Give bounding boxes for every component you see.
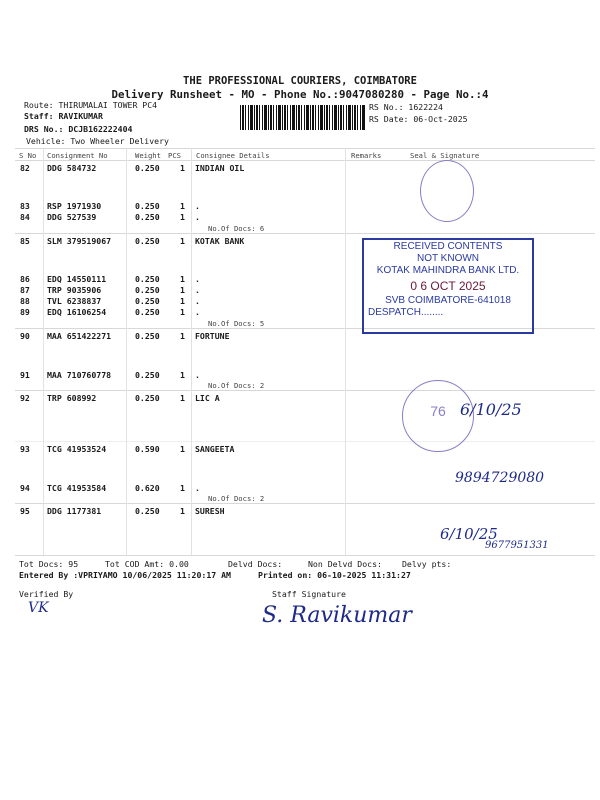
cell-sno: 87 (20, 285, 30, 295)
cell-consignee: KOTAK BANK (195, 236, 245, 246)
cell-consignee: SURESH (195, 506, 225, 516)
cell-cn: DDG 584732 (47, 163, 97, 173)
cell-cn: EDQ 16106254 (47, 307, 107, 317)
cell-sno: 86 (20, 274, 30, 284)
rs-date: RS Date: 06-Oct-2025 (369, 114, 468, 124)
cell-sno: 91 (20, 370, 30, 380)
doc-count: No.Of Docs: 6 (208, 224, 265, 233)
cell-pcs: 1 (180, 393, 185, 403)
cell-cn: DDG 1177381 (47, 506, 102, 516)
divider (126, 148, 127, 555)
cell-consignee: INDIAN OIL (195, 163, 245, 173)
staff: Staff: RAVIKUMAR (24, 111, 103, 121)
cell-pcs: 1 (180, 163, 185, 173)
cell-cn: DDG 527539 (47, 212, 97, 222)
cell-cn: RSP 1971930 (47, 201, 102, 211)
cell-pcs: 1 (180, 296, 185, 306)
divider (15, 503, 595, 504)
cell-pcs: 1 (180, 370, 185, 380)
doc-count: No.Of Docs: 2 (208, 494, 265, 503)
stamp-line: KOTAK MAHINDRA BANK LTD. (376, 265, 520, 276)
cell-wt: 0.620 (135, 483, 160, 493)
cell-sno: 94 (20, 483, 30, 493)
cell-wt: 0.250 (135, 331, 160, 341)
stamp-line: DESPATCH........ (368, 307, 444, 318)
kotak-received-stamp (362, 238, 534, 334)
col-seal: Seal & Signature (410, 151, 480, 160)
cell-consignee: SANGEETA (195, 444, 235, 454)
divider (15, 441, 595, 442)
cell-pcs: 1 (180, 444, 185, 454)
handwritten-phone: 9894729080 (455, 470, 545, 486)
cell-wt: 0.250 (135, 163, 160, 173)
divider (345, 148, 346, 555)
divider (15, 390, 595, 391)
stamp-date: 0 6 OCT 2025 (410, 279, 486, 293)
divider (191, 148, 192, 555)
cell-wt: 0.250 (135, 307, 160, 317)
cell-pcs: 1 (180, 201, 185, 211)
cell-wt: 0.250 (135, 212, 160, 222)
cell-cn: TRP 9035906 (47, 285, 102, 295)
stamp-line: SVB COIMBATORE-641018 (385, 295, 511, 306)
col-consignment: Consignment No (47, 151, 108, 160)
cell-pcs: 1 (180, 212, 185, 222)
rs-no: RS No.: 1622224 (369, 102, 443, 112)
cell-pcs: 1 (180, 307, 185, 317)
cell-consignee: . (195, 285, 200, 295)
cell-wt: 0.250 (135, 370, 160, 380)
cell-wt: 0.590 (135, 444, 160, 454)
delvy-pts: Delvy pts: (402, 559, 452, 569)
cell-cn: SLM 379519067 (47, 236, 112, 246)
cell-pcs: 1 (180, 285, 185, 295)
cell-pcs: 1 (180, 506, 185, 516)
barcode (240, 105, 365, 130)
divider (15, 148, 595, 149)
seal-stamp (420, 160, 474, 222)
vehicle: Vehicle: Two Wheeler Delivery (26, 136, 169, 146)
cell-cn: TRP 608992 (47, 393, 97, 403)
non-delvd-docs: Non Delvd Docs: (308, 559, 382, 569)
tot-docs: Tot Docs: 95 (19, 559, 79, 569)
cell-wt: 0.250 (135, 201, 160, 211)
cell-cn: MAA 651422271 (47, 331, 112, 341)
staff-signature: S. Ravikumar (262, 603, 412, 628)
divider (15, 160, 595, 161)
delvd-docs: Delvd Docs: (228, 559, 283, 569)
entered-by: Entered By :VPRIYAMO 10/06/2025 11:20:17 AM (19, 570, 231, 580)
cell-consignee: LIC A (195, 393, 220, 403)
cell-wt: 0.250 (135, 506, 160, 516)
cell-consignee: . (195, 274, 200, 284)
cell-consignee: . (195, 201, 200, 211)
doc-count: No.Of Docs: 5 (208, 319, 265, 328)
cell-sno: 83 (20, 201, 30, 211)
handwritten-date: 6/10/25 (440, 525, 498, 543)
col-sno: S No (19, 151, 37, 160)
cell-consignee: FORTUNE (195, 331, 230, 341)
cell-wt: 0.250 (135, 274, 160, 284)
company-title: THE PROFESSIONAL COURIERS, COIMBATORE (183, 75, 417, 87)
lic-seal: 76 (402, 380, 474, 452)
route: Route: THIRUMALAI TOWER PC4 (24, 100, 158, 110)
cell-sno: 84 (20, 212, 30, 222)
handwritten-date: 6/10/25 (460, 400, 522, 419)
col-pcs: PCS (168, 151, 181, 160)
cell-consignee: . (195, 483, 200, 493)
cell-wt: 0.250 (135, 393, 160, 403)
col-remarks: Remarks (351, 151, 382, 160)
cell-cn: EDQ 14550111 (47, 274, 107, 284)
printed-on: Printed on: 06-10-2025 11:31:27 (258, 570, 411, 580)
divider (15, 233, 595, 234)
cell-sno: 82 (20, 163, 30, 173)
cell-consignee: . (195, 212, 200, 222)
cell-sno: 88 (20, 296, 30, 306)
cell-consignee: . (195, 370, 200, 380)
cell-sno: 85 (20, 236, 30, 246)
stamp-line: NOT KNOWN (416, 253, 480, 264)
cell-wt: 0.250 (135, 285, 160, 295)
cell-consignee: . (195, 307, 200, 317)
cell-sno: 93 (20, 444, 30, 454)
cell-sno: 90 (20, 331, 30, 341)
cell-consignee: . (195, 296, 200, 306)
doc-count: No.Of Docs: 2 (208, 381, 265, 390)
staff-signature-label: Staff Signature (272, 589, 346, 599)
cell-wt: 0.250 (135, 296, 160, 306)
cell-pcs: 1 (180, 236, 185, 246)
handwritten-phone: 9677951331 (485, 540, 549, 551)
tot-cod: Tot COD Amt: 0.00 (105, 559, 189, 569)
verified-signature: VK (28, 600, 49, 616)
verified-by-label: Verified By (19, 589, 74, 599)
drs-no: DRS No.: DCJB162222404 (24, 124, 133, 134)
cell-cn: TVL 6238837 (47, 296, 102, 306)
divider (43, 148, 44, 555)
cell-pcs: 1 (180, 274, 185, 284)
cell-sno: 92 (20, 393, 30, 403)
cell-sno: 95 (20, 506, 30, 516)
cell-pcs: 1 (180, 331, 185, 341)
stamp-line: RECEIVED CONTENTS (393, 241, 503, 252)
cell-wt: 0.250 (135, 236, 160, 246)
cell-cn: MAA 710760778 (47, 370, 112, 380)
divider (15, 555, 595, 556)
col-consignee: Consignee Details (196, 151, 270, 160)
cell-cn: TCG 41953584 (47, 483, 107, 493)
cell-cn: TCG 41953524 (47, 444, 107, 454)
cell-sno: 89 (20, 307, 30, 317)
col-weight: Weight (135, 151, 161, 160)
runsheet-subtitle: Delivery Runsheet - MO - Phone No.:9047080280 - Page No.:4 (111, 88, 489, 101)
cell-pcs: 1 (180, 483, 185, 493)
